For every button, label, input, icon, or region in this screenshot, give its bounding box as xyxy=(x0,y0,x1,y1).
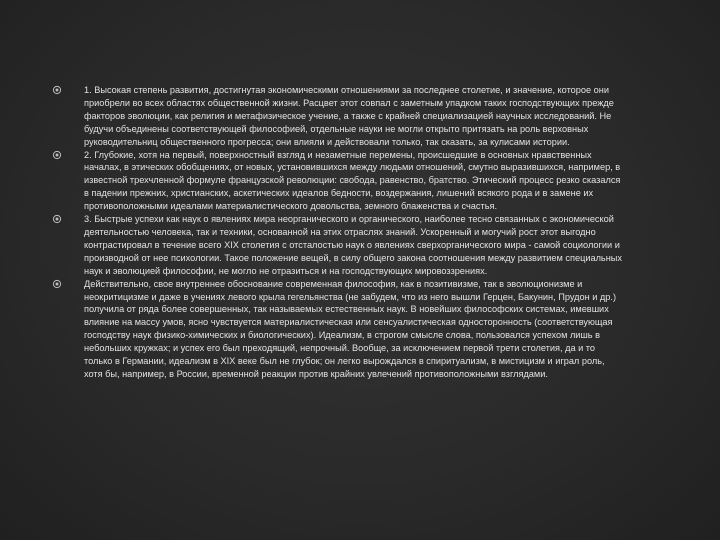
circled-dot-icon xyxy=(52,85,62,95)
paragraph-text: Действительно, свое внутреннее обоснование современная философия, как в позитивизме, так в эволюционизме и неокритицизме и даже в учениях левого крыла гегельянства (не забудем, что из него вышли Герцен, Бакунин, Прудон и др.) получила от ряда более совершенных, так называемых естественных наук. В новейших философских системах, имевших влияние на массу умов, ясно чувствуется материалистическая или сенсуалистическая односторонность (соответствующая господству наук физико-химических и биологических). Идеализм, в строгом смысле слова, пользовался успехом лишь в небольших кружках; и успех его был преходящий, непрочный. Вообще, за исключением первой трети столетия, да и то только в Германии, идеализм в XIX веке был не глубок; он легко вырождался в спиритуализм, в мистицизм и играл роль, хотя бы, например, в России, временной реакции против крайних увлечений противоположными взглядами. xyxy=(84,278,617,379)
list-item xyxy=(52,149,624,214)
paragraph-text: 3. Быстрые успехи как наук о явлениях мира неорганического и органического, наиболее тесно связанных с экономической деятельностью человека, так и техники, основанной на этих отраслях знаний. Ускоренный и могучий рост этот выгодно контрастировал в течение всего XIX столетия с отсталостью наук о явлениях сверхорганического мира - самой социологии и производной от нее психологии. Такое положение вещей, в силу общего закона соотношения между развитием специальных наук и эволюцией философии, не могло не отразиться и на господствующих мировоззрениях. xyxy=(84,214,622,276)
paragraph-text: 1. Высокая степень развития, достигнутая экономическими отношениями за последнее столетие, и значение, которое они приобрели во всех областях общественной жизни. Расцвет этот совпал с заметным упадком таких господствующих прежде факторов эволюции, как религия и метафизическое учение, а также с крайней специализацией научных исследований. Не будучи объединены соответствующей философией, отдельные науки не могли открыто притязать на роль верховных руководительниц общественного прогресса; они влияли и действовали только, так сказать, за кулисами истории. xyxy=(84,85,614,147)
paragraph-text: 2. Глубокие, хотя на первый, поверхностный взгляд и незаметные перемены, происшедшие в основных нравственных началах, в этических обобщениях, от новых, установившихся между людьми отношений, смутно выразившихся, например, в известной трехчленной формуле французской революции: свобода, равенство, братство. Этический процесс резко сказался в падении прежних, христианских, аскетических идеалов бедности, воздержания, лишений всякого рода и в замене их противоположными идеалами материалистического довольства, земного блаженства и счастья. xyxy=(84,149,621,212)
list-item xyxy=(52,84,624,149)
list-item xyxy=(52,213,624,278)
circled-dot-icon xyxy=(52,279,62,289)
bullet-list xyxy=(52,84,624,381)
circled-dot-icon xyxy=(52,150,62,160)
circled-dot-icon xyxy=(52,214,62,224)
list-item xyxy=(52,278,624,381)
